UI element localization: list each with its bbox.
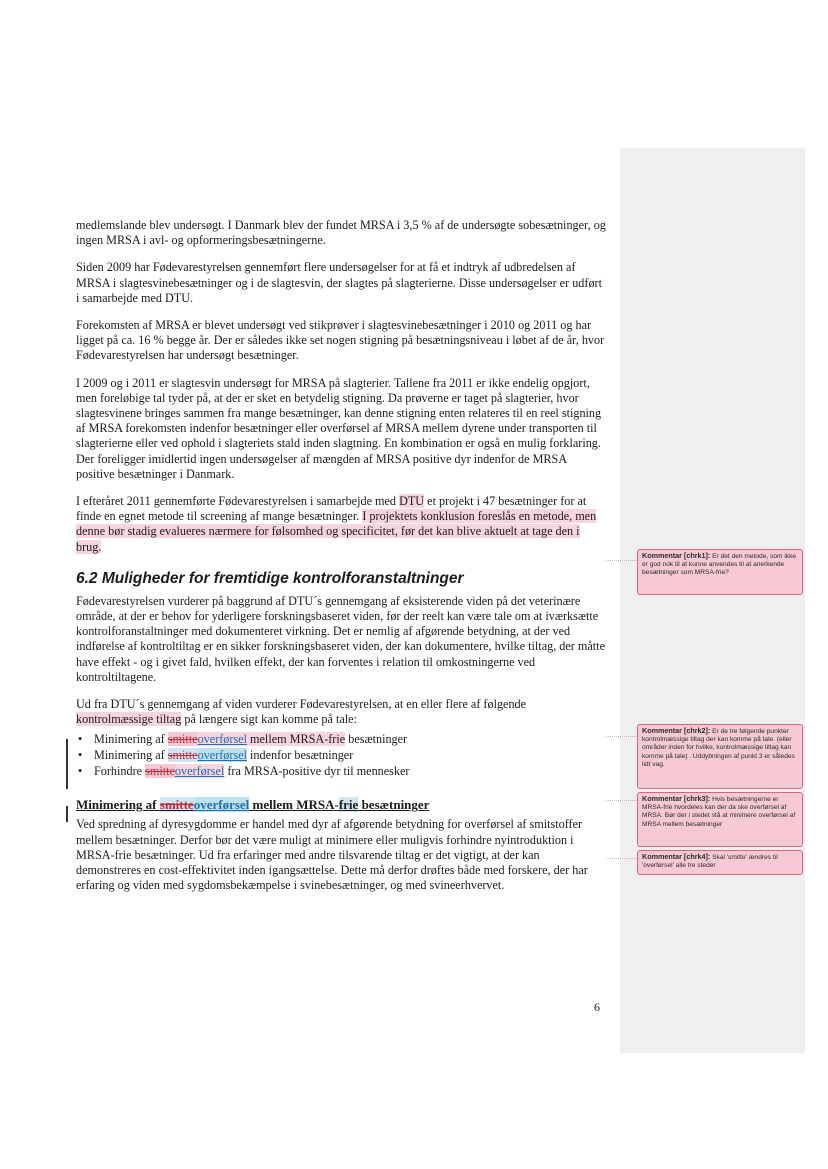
list-item — [94, 763, 606, 779]
comment-text: Hvis besætningerne er MRSA-frie hvordeles kan der da ske overførsel af MRSA. Bør der i stedet stå at minimere overførsel af MRSA mellem besætninger — [642, 796, 796, 828]
comment-connector — [606, 560, 637, 561]
paragraph-3: Forekomsten af MRSA er blevet undersøgt ved stikprøver i slagtesvinebesætninger i 2010 og 2011 og har ligget på ca. 16 % begge år. Der er således ikke set nogen stigning på besætningsniveau i løbet af de år, hvor Fødevarestyrelsen har undersøgt besætninger. — [76, 318, 605, 363]
commented-text-control-measures[interactable]: kontrolmæssige tiltag — [76, 712, 182, 727]
comment-chrk4[interactable] — [637, 850, 803, 875]
change-bar — [66, 739, 68, 789]
text-run: besætninger — [345, 732, 408, 747]
comment-chrk1[interactable] — [637, 549, 803, 595]
comment-label: Kommentar [chrk4]: — [642, 852, 711, 861]
text-run: mellem MRSA- — [249, 797, 339, 813]
measures-list — [76, 731, 606, 779]
comment-connector — [606, 800, 637, 801]
comment-connector — [606, 736, 637, 737]
tracked-deletion[interactable]: smitte — [159, 797, 194, 813]
tracked-deletion[interactable]: smitte — [145, 764, 175, 779]
subheading — [76, 797, 606, 813]
comment-connector — [606, 858, 637, 859]
tracked-insertion[interactable]: overførsel — [174, 764, 225, 779]
document-body — [76, 218, 606, 906]
commented-text[interactable]: frie — [338, 797, 359, 813]
list-item — [94, 747, 606, 763]
list-item — [94, 731, 606, 747]
paragraph-4: I 2009 og i 2011 er slagtesvin undersøgt for MRSA på slagterier. Tallene fra 2011 er ikke endelig opgjort, men foreløbige tal tyder på, at der er sket en betydelig stigning. Da prøverne er taget på slagterier, hvor slagtesvinene bringes sammen fra mange besætninger, kan denne stigning enten relateres til en reel stigning af MRSA forekomsten indenfor besætninger eller overførsel af MRSA mellem dyrene under transporten til slagterierne eller ved ophold i slagteriets stald inden slagtning. En kombination er også en mulig forklaring. Der foreligger imidlertid ingen undersøgelser af mængden af MRSA positive dyr indenfor de MRSA positive besætninger i Danmark. — [76, 375, 602, 481]
comment-text: Er de tre følgende punkter kontrolmæssige tiltag der kan komme på tale. (eller områder inden for hvilke, kontrolmæssige tiltag kan komme på tale) . Uddybningen af punkt 3 er således lidt vag. — [642, 728, 795, 768]
comment-text: Skal 'smitte' ændres til 'overførsel' alle tre steder — [642, 854, 778, 870]
change-bar — [66, 806, 68, 822]
text-run: Ud fra DTU´s gennemgang af viden vurderer Fødevarestyrelsen, at en eller flere af følgende — [76, 697, 527, 712]
paragraph-2: Siden 2009 har Fødevarestyrelsen gennemført flere undersøgelser for at få et indtryk af udbredelsen af MRSA i slagtesvinebesætninger og i de slagtesvin, der slagtes på slagterierne. Disse undersøgelser er udført i samarbejde med DTU. — [76, 260, 602, 305]
text-run: besætninger — [358, 797, 430, 813]
paragraph-1: medlemslande blev undersøgt. I Danmark blev der fundet MRSA i 3,5 % af de undersøgte sobesætninger, og ingen MRSA i avl- og opformeringsbesætningerne. — [76, 218, 606, 248]
commented-text[interactable]: mellem MRSA-frie — [247, 732, 346, 747]
text-run: fra MRSA-positive dyr til mennesker — [224, 764, 410, 779]
text-run: Minimering af — [94, 732, 168, 747]
text-run: et projekt i 47 besætninger for at finde en egnet metode til screening af mange besætninger. — [76, 494, 587, 524]
paragraph-6: Fødevarestyrelsen vurderer på baggrund af DTU´s gennemgang af eksisterende viden på det veterinære område, at der er behov for yderligere forskningsbaseret viden, før der reelt kan være tale om at iværksætte kontrolforanstaltninger med dokumenteret virkning. Det er nemlig af afgørende betydning, at der ved indførelse af kontroltiltag er en sikker forskningsbaseret viden, der kan dokumentere, hvilke tiltag, der måtte have effekt - og i givet fald, hvilken effekt, der kan forventes i relation til omkostningerne ved kontroltiltagene. — [76, 593, 605, 684]
commented-text-dtu[interactable]: DTU — [399, 494, 425, 509]
tracked-insertion[interactable]: overførsel — [197, 732, 247, 747]
text-run: I efteråret 2011 gennemførte Fødevarestyrelsen i samarbejde med — [76, 494, 400, 509]
comment-text: Er det den metode, som ikke er god nok til at kunne anvendes til at anerkende besætninger som MRSA-frie? — [642, 553, 797, 577]
paragraph-8: Ved spredning af dyresygdomme er handel med dyr af afgørende betydning for overførsel af smitstoffer mellem besætninger. Derfor bør det være muligt at minimere eller muligvis forhindre nyintroduktion i MRSA-frie besætninger. Ud fra erfaringer med andre tilsvarende tiltag er det vigtigt, at der kan demonstreres en cost-effektivitet inden igangsættelse. Dette må derfor drøftes både med forskere, der har erfaring og viden med sygdomsbekæmpelse i svinebesætninger, og med svineerhvervet. — [76, 817, 588, 893]
comment-label: Kommentar [chrk1]: — [642, 551, 711, 560]
paragraph-7 — [76, 697, 606, 727]
text-run: Minimering af — [94, 748, 168, 763]
tracked-deletion[interactable]: smitte — [167, 732, 198, 747]
comment-chrk3[interactable] — [637, 792, 803, 847]
tracked-deletion[interactable]: smitte — [167, 748, 198, 763]
comment-margin-pane — [620, 148, 805, 1053]
paragraph-5 — [76, 494, 606, 555]
tracked-insertion[interactable]: overførsel — [197, 748, 247, 763]
tracked-insertion[interactable]: overførsel — [193, 797, 250, 813]
text-run: på længere sigt kan komme på tale: — [181, 712, 357, 727]
commented-text-conclusion[interactable]: I projektets konklusion foreslås en metode, men denne bør stadig evalueres nærmere for følsomhed og specificitet, før det kan blive aktuelt at tage den i brug. — [76, 509, 597, 554]
section-heading: 6.2 Muligheder for fremtidige kontrolforanstaltninger — [76, 569, 464, 587]
comment-chrk2[interactable] — [637, 724, 803, 789]
text-run: indenfor besætninger — [247, 748, 354, 763]
comment-label: Kommentar [chrk2]: — [642, 726, 711, 735]
comment-label: Kommentar [chrk3]: — [642, 794, 711, 803]
page-number: 6 — [594, 1000, 600, 1014]
text-run: Forhindre — [94, 764, 146, 779]
text-run: Minimering af — [76, 797, 160, 813]
